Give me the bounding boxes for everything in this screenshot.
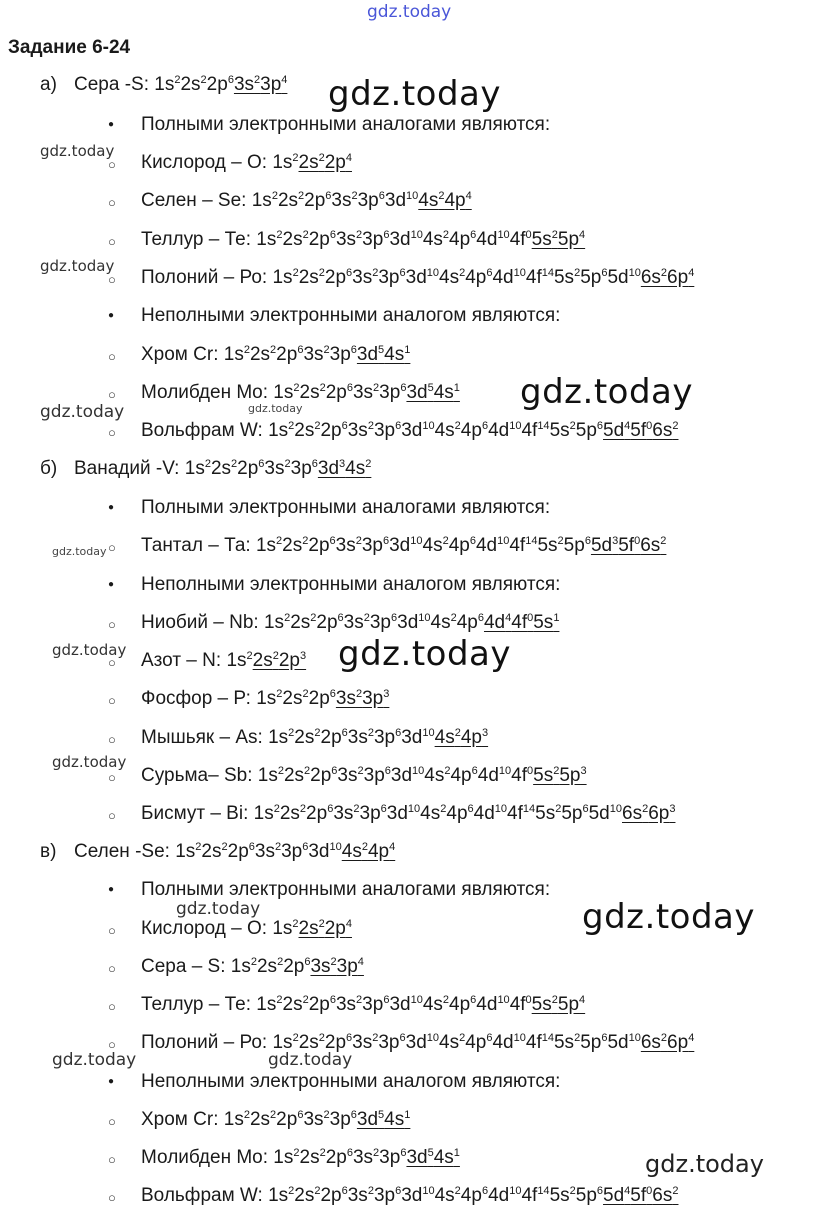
element-name: Сурьма– Sb: [141, 765, 258, 786]
electron-configuration: $1s^2$ [272, 152, 299, 173]
circle-marker: ○ [108, 387, 116, 402]
circle-marker: ○ [108, 272, 116, 287]
element-name: Азот – N: [141, 650, 227, 671]
element-item [141, 228, 585, 252]
circle-marker: ○ [108, 1190, 116, 1205]
bullet-marker: ● [108, 310, 115, 321]
element-item [141, 1184, 678, 1208]
valence-shell: $5d^35f^06s^2$ [590, 535, 667, 556]
bullet-heading: Неполными электронными аналогом являются: [141, 574, 561, 595]
electron-configuration: $1s^22s^22p^63s^23p^6$ [223, 344, 357, 365]
valence-shell: $5d^45f^06s^2$ [603, 420, 679, 441]
element-name: Теллур – Те: [141, 229, 257, 250]
circle-marker: ○ [108, 540, 116, 555]
electron-configuration: $1s^2$ [272, 918, 299, 939]
watermark: gdz.today [40, 402, 125, 422]
circle-marker: ○ [108, 655, 116, 670]
electron-configuration: $1s^22s^22p^63s^23p^63d^{10}4s^24p^64d^{10}4f^{14}5s^25p^65d^{10}$ [253, 803, 622, 824]
element-name: Теллур – Те: [141, 994, 257, 1015]
element-item [141, 1031, 694, 1055]
bullet-marker: ● [108, 1076, 115, 1087]
section-marker: а) [40, 74, 57, 95]
circle-marker: ○ [108, 617, 116, 632]
watermark: gdz.today [248, 402, 303, 415]
valence-shell: $6s^26p^3$ [622, 803, 676, 824]
element-name: Кислород – О: [141, 152, 273, 173]
element-name: Селен -Se: [74, 841, 176, 862]
element-name: Сера -S: [74, 74, 155, 95]
electron-configuration: $1s^22s^22p^63s^23p^6$ [273, 1147, 407, 1168]
bullet-heading: Полными электронными аналогами являются: [141, 497, 551, 518]
watermark: gdz.today [52, 753, 127, 771]
bullet-heading: Полными электронными аналогами являются: [141, 879, 551, 900]
circle-marker: ○ [108, 732, 116, 747]
circle-marker: ○ [108, 157, 116, 172]
element-item [141, 534, 666, 558]
element-item [141, 419, 678, 443]
circle-marker: ○ [108, 999, 116, 1014]
valence-shell: $3s^23p^4$ [233, 74, 288, 95]
watermark: gdz.today [52, 641, 127, 659]
element-name: Сера – S: [141, 956, 231, 977]
electron-configuration: $1s^22s^22p^63s^23p^63d^{10}4s^24p^64d^{10}4f^0$ [256, 229, 532, 250]
watermark: gdz.today [52, 1050, 137, 1070]
element-name: Бисмут – Bi: [141, 803, 254, 824]
electron-configuration: $1s^22s^22p^63s^23p^6$ [223, 1109, 357, 1130]
task-title: Задание 6-24 [8, 37, 131, 58]
circle-marker: ○ [108, 349, 116, 364]
element-item [141, 1108, 410, 1132]
valence-shell: $3s^23p^4$ [310, 956, 364, 977]
watermark: gdz.today [328, 74, 501, 114]
electron-configuration: $1s^22s^22p^63s^23p^6$ [184, 458, 318, 479]
element-name: Вольфрам W: [141, 1185, 269, 1206]
electron-configuration: $1s^22s^22p^63s^23p^63d^{10}$ [251, 190, 419, 211]
element-item [141, 687, 389, 711]
element-item [141, 343, 410, 367]
element-item [141, 917, 352, 941]
watermark: gdz.today [582, 897, 755, 937]
electron-configuration: $1s^22s^22p^63s^23p^63d^{10}$ [268, 727, 435, 748]
electron-configuration: $1s^22s^22p^63s^23p^63d^{10}$ [175, 841, 342, 862]
electron-configuration: $1s^22s^22p^63s^23p^63d^{10}4s^24p^64d^{10}4f^{14}5s^25p^6$ [255, 535, 591, 556]
valence-shell: $4s^24p^3$ [434, 727, 489, 748]
section-marker: в) [40, 841, 57, 862]
watermark: gdz.today [40, 142, 115, 160]
watermark: gdz.today [176, 899, 261, 919]
valence-shell: $5s^25p^3$ [533, 765, 587, 786]
electron-configuration: $1s^22s^22p^63s^23p^63d^{10}4s^24p^64d^{10}4f^0$ [256, 994, 532, 1015]
circle-marker: ○ [108, 195, 116, 210]
electron-configuration: $1s^22s^22p^63s^23p^63d^{10}4s^24p^64d^{10}4f^{14}5s^25p^6$ [268, 1185, 604, 1206]
electron-configuration: $1s^22s^22p^63s^23p^6$ [273, 382, 407, 403]
element-item [141, 1146, 460, 1170]
watermark: gdz.today [40, 257, 115, 275]
valence-shell: $6s^26p^4$ [640, 1032, 695, 1053]
element-item [141, 764, 587, 788]
element-name: Кислород – О: [141, 918, 273, 939]
valence-shell: $3d^54s^1$ [406, 382, 460, 403]
circle-marker: ○ [108, 770, 116, 785]
circle-marker: ○ [108, 425, 116, 440]
element-name: Полоний – Ро: [141, 267, 273, 288]
circle-marker: ○ [108, 1114, 116, 1129]
watermark: gdz.today [52, 545, 107, 558]
watermark: gdz.today [645, 1150, 764, 1178]
watermark: gdz.today [338, 634, 511, 674]
element-name: Тантал – Та: [141, 535, 256, 556]
electron-configuration: $1s^22s^22p^63s^23p^63d^{10}4s^24p^64d^{10}4f^0$ [257, 765, 534, 786]
bullet-heading: Полными электронными аналогами являются: [141, 114, 551, 135]
valence-shell: $3d^54s^1$ [356, 344, 411, 365]
element-item [141, 649, 306, 673]
element-item [141, 151, 352, 175]
valence-shell: $6s^26p^4$ [640, 267, 695, 288]
element-name: Хром Cr: [141, 344, 224, 365]
valence-shell: $3d^54s^1$ [356, 1109, 411, 1130]
circle-marker: ○ [108, 808, 116, 823]
element-item [141, 189, 472, 213]
valence-shell: $4s^24p^4$ [341, 841, 396, 862]
bullet-marker: ● [108, 502, 115, 513]
valence-shell: $3s^23p^3$ [335, 688, 390, 709]
bullet-marker: ● [108, 119, 115, 130]
watermark: gdz.today [367, 2, 452, 22]
valence-shell: $5d^45f^06s^2$ [603, 1185, 679, 1206]
section-line [40, 840, 395, 864]
valence-shell: $2s^22p^3$ [252, 650, 307, 671]
section-line [40, 73, 287, 97]
valence-shell: $2s^22p^4$ [298, 152, 352, 173]
electron-configuration: $1s^22s^22p^63s^23p^63d^{10}4s^24p^64d^{10}4f^{14}5s^25p^6$ [268, 420, 604, 441]
bullet-heading: Неполными электронными аналогом являются: [141, 305, 561, 326]
element-name: Молибден Mo: [141, 1147, 274, 1168]
electron-configuration: $1s^22s^22p^63s^23p^63d^{10}4s^24p^6$ [263, 612, 484, 633]
valence-shell: $5s^25p^4$ [531, 994, 586, 1015]
circle-marker: ○ [108, 1037, 116, 1052]
valence-shell: $2s^22p^4$ [298, 918, 352, 939]
electron-configuration: $1s^22s^22p^6$ [230, 956, 311, 977]
electron-configuration: $1s^22s^22p^6$ [154, 74, 234, 95]
element-item [141, 726, 488, 750]
element-item [141, 955, 364, 979]
bullet-marker: ● [108, 884, 115, 895]
element-name: Полоний – Ро: [141, 1032, 273, 1053]
bullet-heading: Неполными электронными аналогом являются: [141, 1071, 561, 1092]
valence-shell: $4s^24p^4$ [418, 190, 472, 211]
electron-configuration: $1s^22s^22p^63s^23p^63d^{10}4s^24p^64d^{10}4f^{14}5s^25p^65d^{10}$ [272, 1032, 641, 1053]
element-name: Хром Cr: [141, 1109, 224, 1130]
element-item [141, 993, 585, 1017]
element-item [141, 266, 694, 290]
valence-shell: $3d^54s^1$ [406, 1147, 460, 1168]
element-item [141, 611, 559, 635]
watermark: gdz.today [268, 1050, 353, 1070]
circle-marker: ○ [108, 1152, 116, 1167]
bullet-marker: ● [108, 579, 115, 590]
element-name: Мышьяк – As: [141, 727, 269, 748]
circle-marker: ○ [108, 923, 116, 938]
element-name: Ниобий – Nb: [141, 612, 264, 633]
electron-configuration: $1s^22s^22p^6$ [256, 688, 336, 709]
element-name: Фосфор – Р: [141, 688, 257, 709]
electron-configuration: $1s^2$ [226, 650, 253, 671]
element-name: Селен – Se: [141, 190, 252, 211]
circle-marker: ○ [108, 961, 116, 976]
valence-shell: $5s^25p^4$ [531, 229, 586, 250]
element-name: Вольфрам W: [141, 420, 269, 441]
valence-shell: $4d^44f^05s^1$ [483, 612, 560, 633]
watermark: gdz.today [520, 372, 693, 412]
circle-marker: ○ [108, 234, 116, 249]
valence-shell: $3d^34s^2$ [317, 458, 372, 479]
element-name: Ванадий -V: [74, 458, 185, 479]
circle-marker: ○ [108, 693, 116, 708]
element-name: Молибден Mo: [141, 382, 274, 403]
section-marker: б) [40, 458, 58, 479]
element-item [141, 802, 675, 826]
section-line [40, 457, 371, 481]
electron-configuration: $1s^22s^22p^63s^23p^63d^{10}4s^24p^64d^{10}4f^{14}5s^25p^65d^{10}$ [272, 267, 641, 288]
